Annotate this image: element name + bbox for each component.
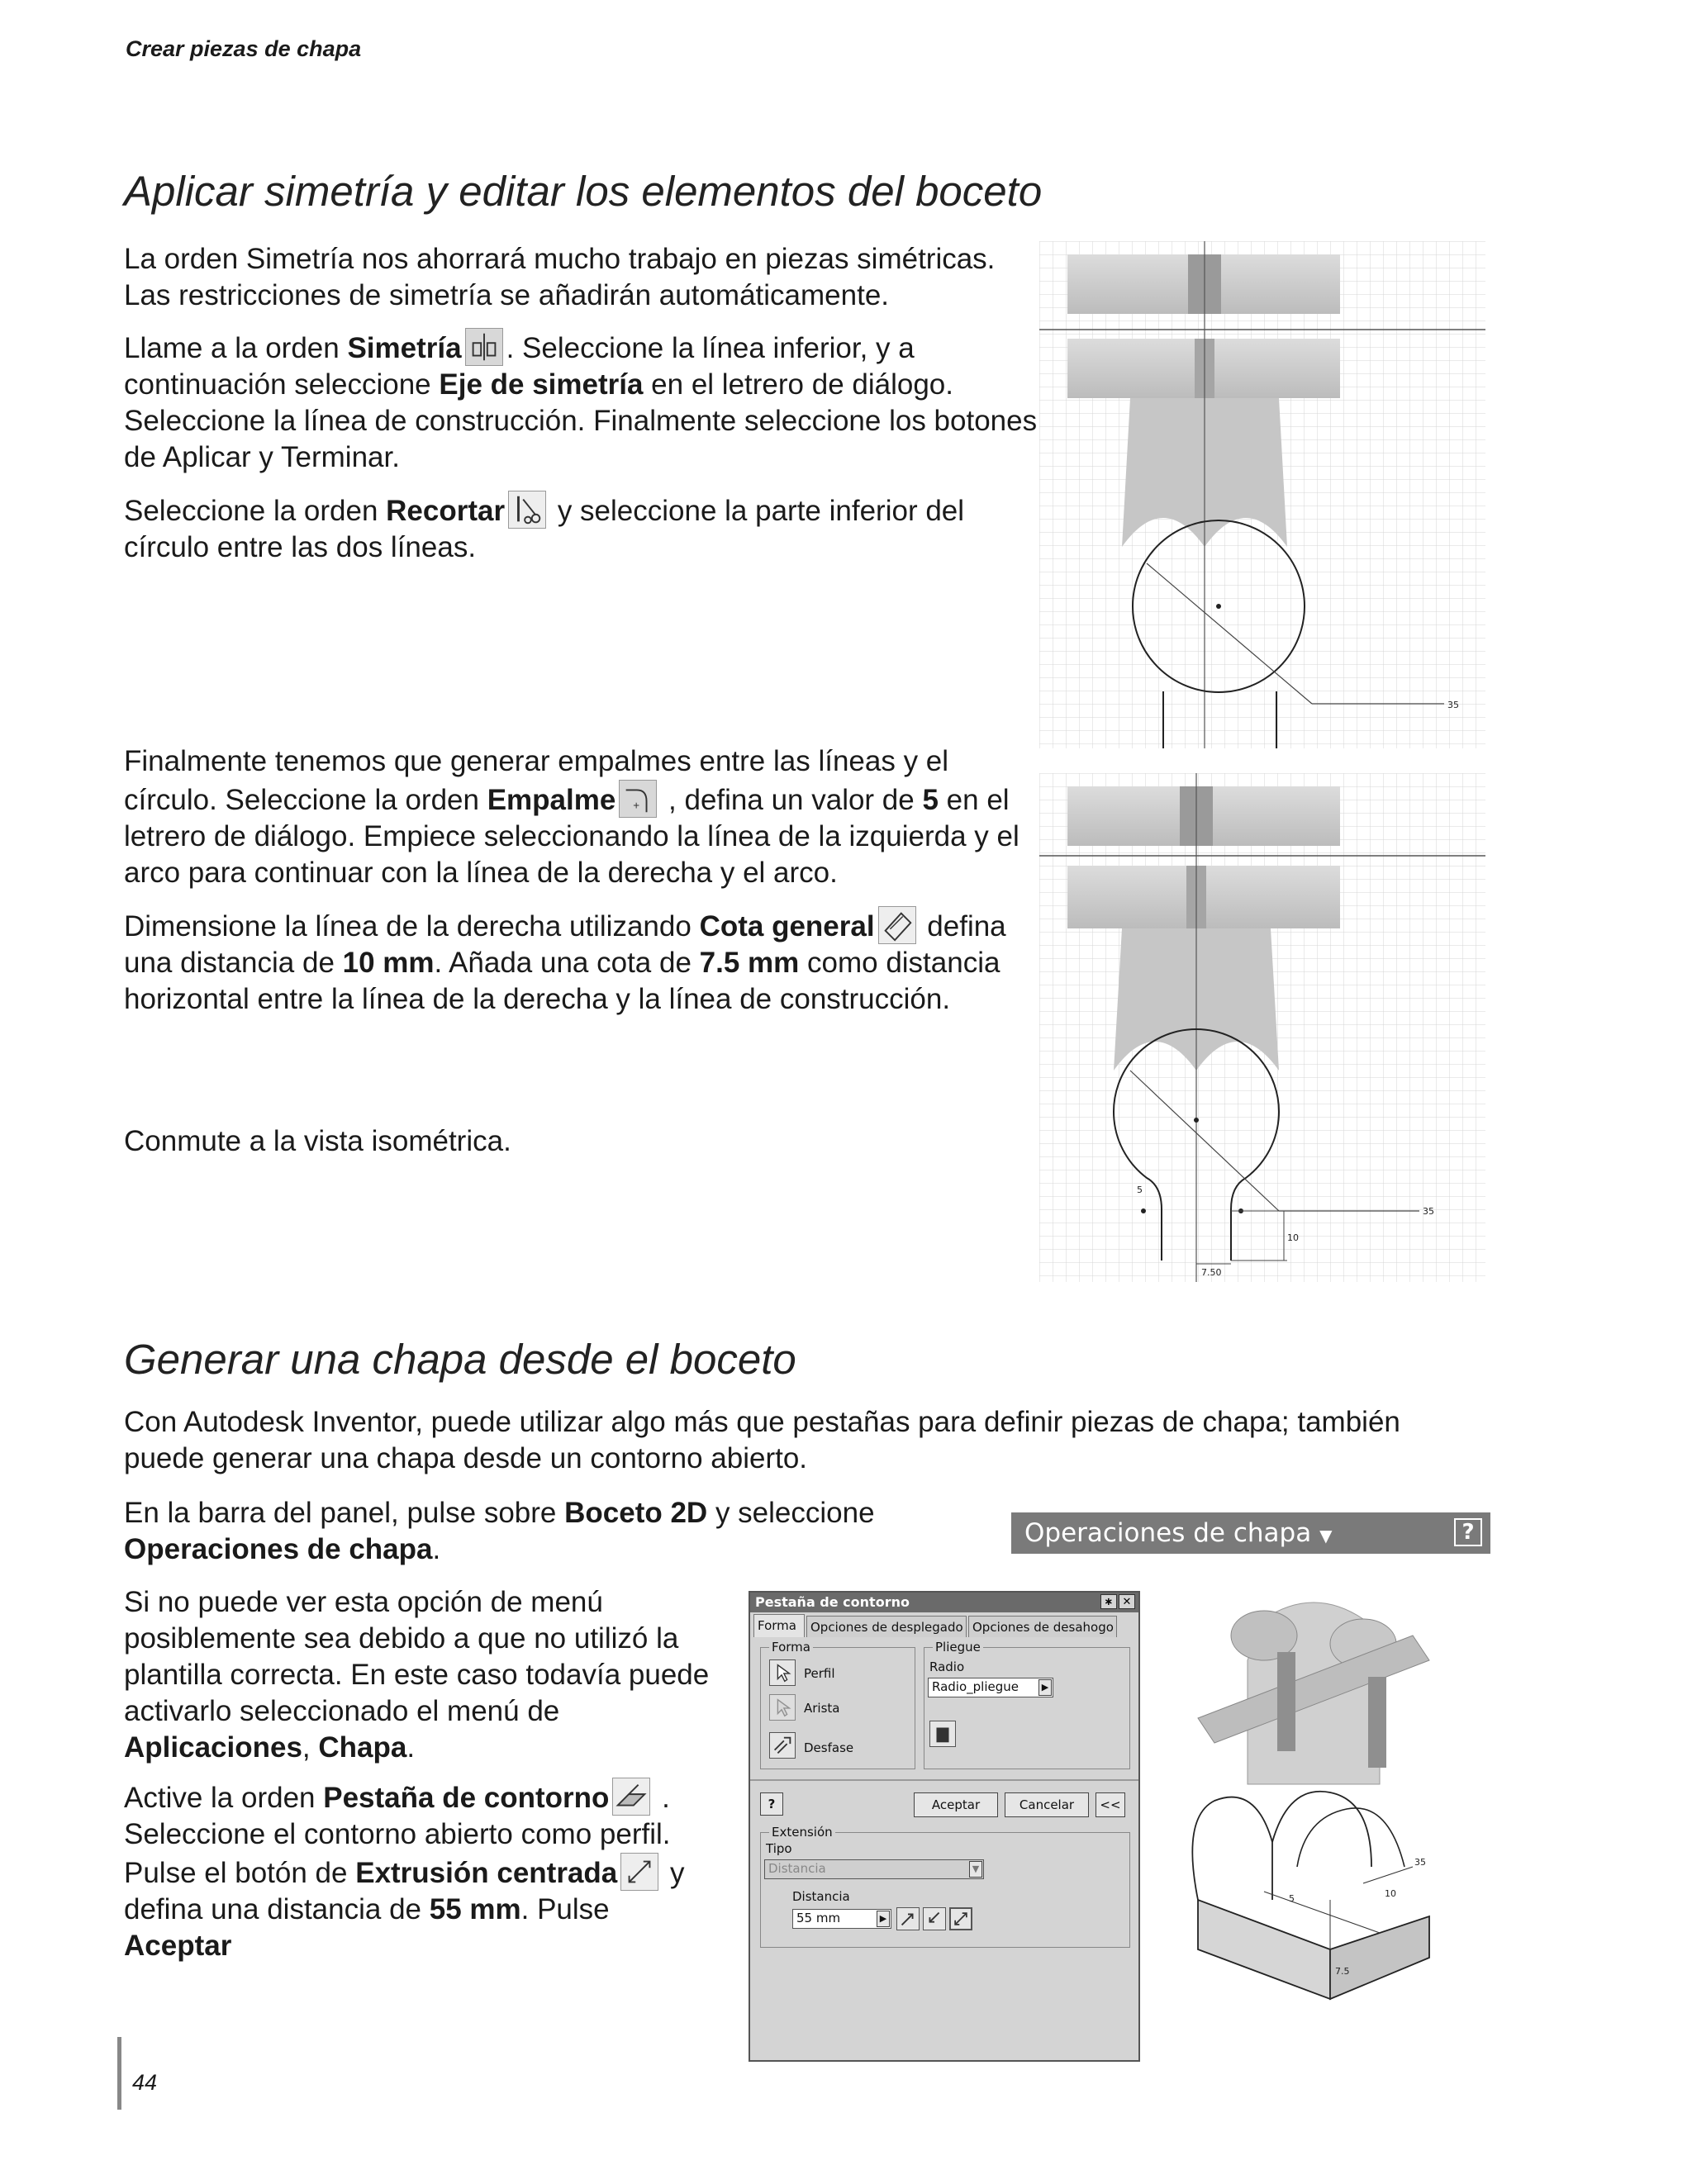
dimension-label: 7.50 [1201,1267,1222,1278]
dimension-label: 35 [1414,1857,1426,1868]
extrude-direction-2-button[interactable] [923,1907,946,1930]
dimension-label: 5 [1289,1893,1295,1904]
dimension-icon [878,906,916,944]
perfil-label: Perfil [804,1666,835,1681]
isometric-part-figure [1165,1569,1462,2032]
tipo-select[interactable]: Distancia [764,1859,984,1879]
centered-extrusion-button[interactable] [949,1907,972,1930]
sketch-figure-fillet [1039,773,1485,1282]
paragraph-pestana: Active la orden Pestaña de contorno . Seleccione el contorno abierto como perfil. Pulse el botón de Extrusión centrada y defina una distancia de 55 mm. Pulse Aceptar [124,1778,744,1964]
dimension-label: 35 [1423,1206,1434,1217]
caret-right-icon[interactable]: ▶ [877,1911,890,1927]
dimension-label: 10 [1287,1232,1299,1243]
tipo-label: Tipo [766,1841,792,1856]
tab-forma[interactable]: Forma [753,1614,805,1637]
profile-select-button[interactable] [769,1659,796,1686]
radio-label: Radio [929,1659,965,1674]
section-title-simetria: Aplicar simetría y editar los elementos del boceto [124,168,1043,215]
extension-group: Extensión Tipo Distancia ▼ Distancia 55 mm ▶ [760,1832,1130,1948]
paragraph-simetria: Llame a la orden Simetría . Seleccione la línea inferior, y a continuación seleccione Eje de simetría en el letrero de diálogo. Seleccione la línea de construcción. Finalmente seleccione los botones de Aplicar y Terminar. [124,328,1041,476]
radio-field[interactable]: Radio_pliegue [928,1678,1053,1697]
section-title-chapa: Generar una chapa desde el boceto [124,1336,796,1383]
extrude-direction-1-button[interactable] [896,1907,920,1930]
aceptar-button[interactable]: Aceptar [914,1792,998,1817]
help-button[interactable]: ? [760,1792,783,1816]
paragraph-empalme: Finalmente tenemos que generar empalmes entre las líneas y el círculo. Seleccione la orden Empalme + , defina un valor de 5 en el letrero de diálogo. Empiece seleccionando la línea de la izquierda y el arco para continuar con la línea de la derecha y el arco. [124,745,1019,889]
forma-group: Forma Perfil Arista Desfase [760,1647,915,1769]
pin-icon[interactable]: ∗ [1100,1594,1117,1609]
dimension-label: 7.5 [1335,1966,1350,1977]
sheet-metal-panel-bar[interactable]: Operaciones de chapa ▼ ? [1011,1512,1490,1554]
running-header: Crear piezas de chapa [126,36,362,61]
paragraph-plantilla: Si no puede ver esta opción de menú posiblemente sea debido a que no utilizó la plantilla correcta. En este caso todavía puede activarlo seleccionado el menú de Aplicaciones, Chapa. [124,1586,710,1764]
paragraph-isometrica: Conmute a la vista isométrica. [124,1125,511,1157]
collapse-button[interactable]: << [1096,1792,1125,1817]
centered-extrusion-icon [620,1853,658,1891]
chevron-down-icon: ▼ [1319,1526,1333,1545]
distancia-label: Distancia [792,1889,850,1904]
pliegue-group: Pliegue Radio Radio_pliegue ▶ [924,1647,1130,1769]
tab-opciones-desahogo[interactable]: Opciones de desahogo [968,1616,1117,1637]
close-icon[interactable]: ✕ [1119,1594,1135,1609]
paragraph-recortar: Seleccione la orden Recortar y seleccione la parte inferior del círculo entre las dos líneas. [124,491,1041,566]
page-margin-bar [117,2037,121,2110]
caret-right-icon[interactable]: ▶ [1038,1679,1052,1696]
contour-flange-dialog [749,1591,1140,2062]
distancia-field[interactable]: 55 mm [792,1909,891,1929]
bend-button[interactable] [929,1721,956,1747]
offset-button[interactable] [769,1732,796,1759]
dialog-title-bar: Pestaña de contorno ∗ ✕ [750,1593,1138,1612]
dimension-label: 35 [1447,700,1459,710]
symmetry-icon [465,328,503,366]
page-number: 44 [132,2070,158,2095]
dimension-label: 10 [1385,1888,1396,1899]
paragraph-intro-chapa: Con Autodesk Inventor, puede utilizar algo más que pestañas para definir piezas de chapa; también puede generar una chapa desde un contorno abierto. [124,1406,1400,1474]
contour-flange-icon [612,1778,650,1816]
help-icon[interactable]: ? [1454,1518,1482,1546]
fillet-icon [619,780,657,818]
trim-icon [508,491,546,529]
paragraph-cota: Dimensione la línea de la derecha utilizando Cota general defina una distancia de 10 mm. Añada una cota de 7.5 mm como distancia horizontal entre la línea de la derecha y la línea de construcción. [124,906,1041,1018]
svg-text:+: + [633,799,640,812]
sketch-figure-trim [1039,241,1485,748]
cancelar-button[interactable]: Cancelar [1005,1792,1089,1817]
desfase-label: Desfase [804,1740,854,1755]
paragraph-intro: La orden Simetría nos ahorrará mucho trabajo en piezas simétricas. Las restricciones de simetría se añadirán automáticamente. [124,243,996,311]
paragraph-boceto: En la barra del panel, pulse sobre Boceto 2D y seleccione Operaciones de chapa. [124,1497,875,1565]
tab-opciones-desplegado[interactable]: Opciones de desplegado [806,1616,967,1637]
chevron-down-icon[interactable]: ▼ [969,1861,982,1878]
divider [750,1779,1138,1781]
arista-label: Arista [804,1701,840,1716]
dimension-label: 5 [1137,1185,1143,1195]
edge-select-button[interactable] [769,1694,796,1721]
